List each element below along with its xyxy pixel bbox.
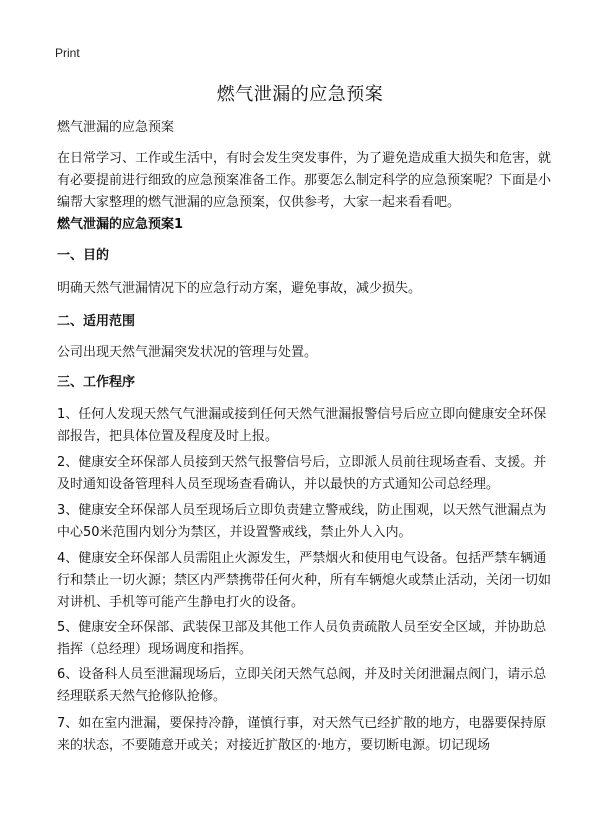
intro-paragraph: 在日常学习、工作或生活中，有时会发生突发事件，为了避免造成重大损失和危害，就有必要提前进行细致的应急预案准备工作。那要怎么制定科学的应急预案呢？下面是小编帮大家整理的燃气泄漏的应急预案，仅供参考，大家一起来看看吧。	[57, 151, 552, 210]
procedure-step: 6、设备科人员至泄漏现场后，立即关闭天然气总阀，并及时关闭泄漏点阀门，请示总经理联系天然气抢修队抢修。	[57, 667, 547, 704]
section-title: 燃气泄漏的应急预案1	[57, 217, 184, 232]
procedure-step: 1、任何人发现天然气气泄漏或接到任何天然气泄漏报警信号后应立即向健康安全环保部报告，把具体位置及程度及时上报。	[57, 407, 547, 444]
print-link[interactable]: Print	[55, 46, 80, 60]
procedure-step: 7、如在室内泄漏，要保持冷静，谨慎行事，对天然气已经扩散的地方，电器要保持原来的状态，不要随意开或关；对接近扩散区的·地方，要切断电源。切记现场	[57, 716, 547, 753]
procedure-step: 5、健康安全环保部、武装保卫部及其他工作人员负责疏散人员至安全区域，并协助总指挥（总经理）现场调度和指挥。	[57, 620, 547, 657]
scope-paragraph: 公司出现天然气泄漏突发状况的管理与处置。	[57, 345, 318, 360]
goal-heading: 一、目的	[57, 248, 110, 263]
scope-heading: 二、适用范围	[57, 314, 136, 329]
page-title: 燃气泄漏的应急预案	[216, 84, 384, 105]
procedure-step: 2、健康安全环保部人员接到天然气报警信号后，立即派人员前往现场查看、支援。并及时通知设备管理科人员至现场查看确认，并以最快的方式通知公司总经理。	[57, 455, 547, 492]
procedure-step: 3、健康安全环保部人员至现场后立即负责建立警戒线，防止围观，以天然气泄漏点为中心50米范围内划分为禁区，并设置警戒线，禁止外人入内。	[57, 503, 547, 540]
goal-paragraph: 明确天然气泄漏情况下的应急行动方案，避免事故，减少损失。	[57, 281, 422, 296]
procedure-heading: 三、工作程序	[57, 375, 136, 390]
document-subtitle: 燃气泄漏的应急预案	[57, 120, 175, 135]
procedure-step: 4、健康安全环保部人员需阻止火源发生，严禁烟火和使用电气设备。包括严禁车辆通行和禁止一切火源；禁区内严禁携带任何火种，所有车辆熄火或禁止活动，关闭一切如对讲机、手机等可能产生静电打火的设备。	[57, 551, 552, 610]
